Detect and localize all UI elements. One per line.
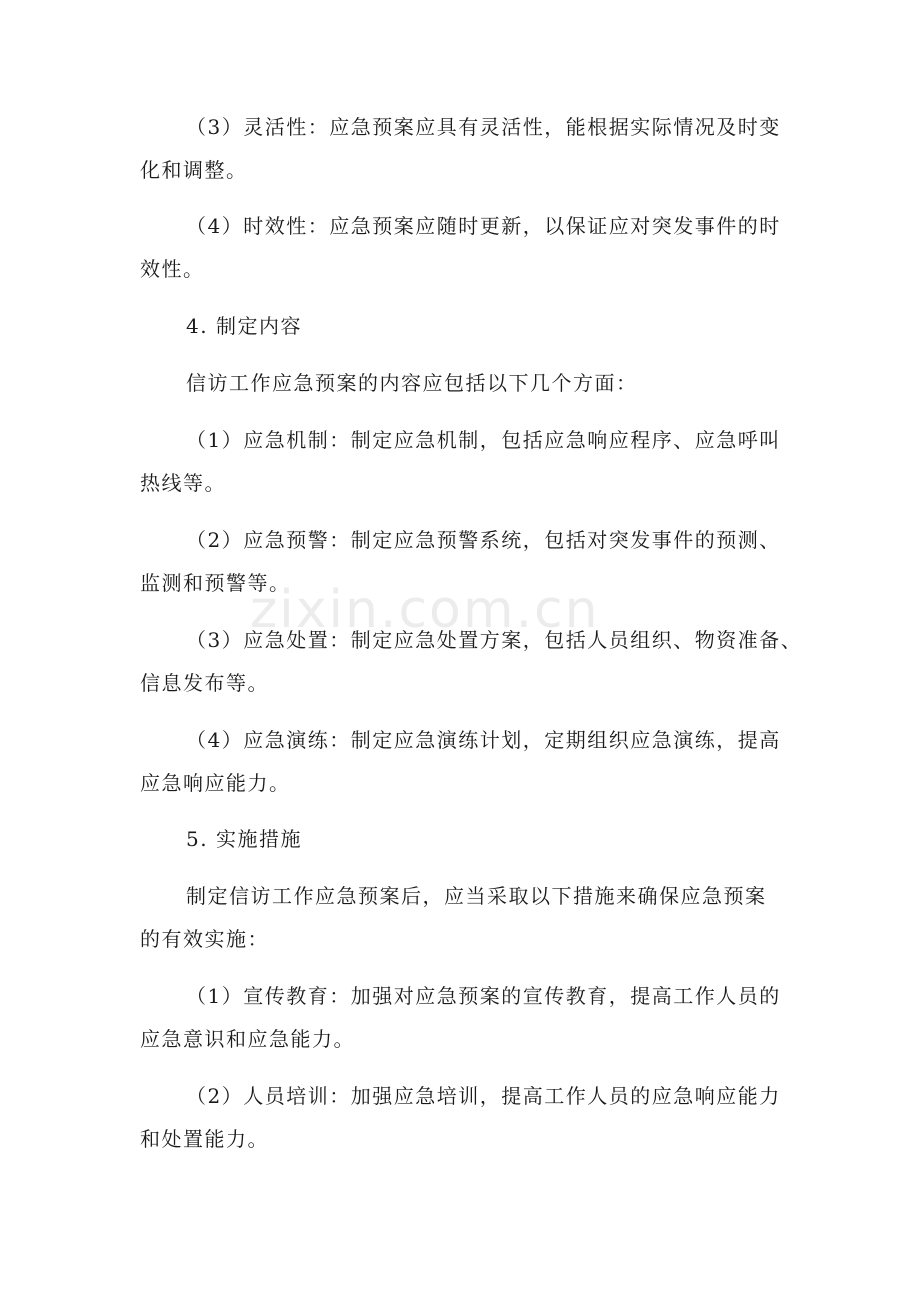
heading-line: 5. 实施措施 xyxy=(186,827,302,851)
paragraph-line: （1）宣传教育：加强对应急预案的宣传教育，提高工作人员的 xyxy=(186,984,781,1008)
paragraph-line: 制定信访工作应急预案后，应当采取以下措施来确保应急预案 xyxy=(186,884,767,908)
paragraph-personnel-training xyxy=(140,1075,790,1161)
heading-line: 4. 制定内容 xyxy=(186,314,302,338)
paragraph-measures-intro xyxy=(140,875,790,961)
section-heading-measures xyxy=(140,818,790,861)
paragraph-line: （3）应急处置：制定应急处置方案，包括人员组织、物资准备、 xyxy=(186,628,803,652)
paragraph-line: 化和调整。 xyxy=(140,158,248,182)
paragraph-line: 信息发布等。 xyxy=(140,671,269,695)
paragraph-line: 应急响应能力。 xyxy=(140,771,291,795)
paragraph-line: （4）时效性：应急预案应随时更新，以保证应对突发事件的时 xyxy=(186,214,781,238)
paragraph-flexibility xyxy=(140,106,790,192)
paragraph-line: 监测和预警等。 xyxy=(140,571,291,595)
paragraph-content-intro xyxy=(140,362,790,405)
paragraph-line: （4）应急演练：制定应急演练计划，定期组织应急演练，提高 xyxy=(186,728,781,752)
paragraph-line: （1）应急机制：制定应急机制，包括应急响应程序、应急呼叫 xyxy=(186,428,781,452)
paragraph-emergency-drill xyxy=(140,719,790,805)
paragraph-line: 信访工作应急预案的内容应包括以下几个方面： xyxy=(186,371,638,395)
paragraph-emergency-mechanism xyxy=(140,419,790,505)
paragraph-timeliness xyxy=(140,205,790,291)
paragraph-line: （3）灵活性：应急预案应具有灵活性，能根据实际情况及时变 xyxy=(186,115,781,139)
paragraph-line: （2）应急预警：制定应急预警系统，包括对突发事件的预测、 xyxy=(186,528,781,552)
paragraph-line: 的有效实施： xyxy=(140,927,269,951)
paragraph-line: 效性。 xyxy=(140,257,205,281)
paragraph-line: 热线等。 xyxy=(140,471,226,495)
section-heading-content xyxy=(140,305,790,348)
paragraph-line: 应急意识和应急能力。 xyxy=(140,1027,355,1051)
paragraph-line: （2）人员培训：加强应急培训，提高工作人员的应急响应能力 xyxy=(186,1084,781,1108)
watermark: zixin.com.cn xyxy=(250,580,600,640)
paragraph-publicity-education xyxy=(140,975,790,1061)
paragraph-emergency-response xyxy=(140,619,803,705)
paragraph-line: 和处置能力。 xyxy=(140,1127,269,1151)
paragraph-emergency-warning xyxy=(140,519,790,605)
